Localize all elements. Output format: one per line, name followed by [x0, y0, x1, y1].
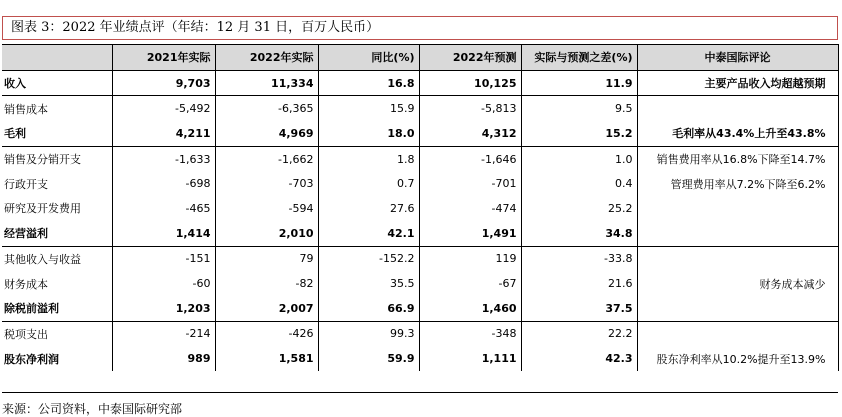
cell-2022-actual: 79	[215, 246, 318, 271]
table-row	[2, 196, 838, 221]
cell-comment: 主要产品收入均超越预期	[637, 70, 838, 96]
cell-comment: 财务成本减少	[637, 271, 838, 296]
cell-2022-actual: 2,007	[215, 296, 318, 321]
cell-2022-forecast: -5,813	[419, 96, 521, 121]
cell-2021-actual: -151	[112, 246, 215, 271]
cell-comment	[637, 96, 838, 121]
cell-2022-forecast: 1,111	[419, 346, 521, 371]
cell-2021-actual: 4,211	[112, 121, 215, 146]
cell-yoy: 0.7	[318, 171, 419, 196]
row-label: 研究及开发费用	[4, 202, 81, 216]
cell-2022-actual: -703	[215, 171, 318, 196]
cell-2021-actual: 1,203	[112, 296, 215, 321]
row-label: 销售成本	[4, 102, 48, 116]
cell-diff: 22.2	[521, 321, 637, 346]
cell-2022-forecast: -1,646	[419, 146, 521, 171]
table-row	[2, 70, 838, 96]
cell-2022-actual: 2,010	[215, 221, 318, 246]
cell-diff: 1.0	[521, 146, 637, 171]
cell-diff: 0.4	[521, 171, 637, 196]
table-row	[2, 146, 838, 171]
cell-2022-forecast: 1,491	[419, 221, 521, 246]
cell-2021-actual: -214	[112, 321, 215, 346]
cell-yoy: 27.6	[318, 196, 419, 221]
row-label: 经营溢利	[2, 221, 112, 246]
cell-comment: 销售费用率从16.8%下降至14.7%	[637, 146, 838, 171]
cell-yoy: 66.9	[318, 296, 419, 321]
cell-diff: 11.9	[521, 70, 637, 96]
table-row	[2, 221, 838, 246]
cell-comment: 股东净利率从10.2%提升至13.9%	[637, 346, 838, 371]
cell-diff: 37.5	[521, 296, 637, 321]
header-comment: 中泰国际评论	[637, 45, 838, 71]
cell-2021-actual: 9,703	[112, 70, 215, 96]
row-label: 其他收入与收益	[4, 252, 81, 266]
table-row	[2, 96, 838, 121]
table-row	[2, 121, 838, 146]
cell-2022-forecast: -474	[419, 196, 521, 221]
cell-diff: 34.8	[521, 221, 637, 246]
cell-2022-actual: 11,334	[215, 70, 318, 96]
table-header-row	[2, 45, 838, 71]
cell-2021-actual: -698	[112, 171, 215, 196]
cell-diff: 21.6	[521, 271, 637, 296]
financial-results-table	[2, 44, 839, 371]
cell-diff: 25.2	[521, 196, 637, 221]
cell-yoy: 42.1	[318, 221, 419, 246]
cell-comment	[637, 296, 838, 321]
cell-yoy: 59.9	[318, 346, 419, 371]
cell-2021-actual: -1,633	[112, 146, 215, 171]
cell-yoy: 15.9	[318, 96, 419, 121]
row-label: 股东净利润	[4, 352, 59, 366]
cell-comment	[637, 321, 838, 346]
header-2022-forecast: 2022年预测	[419, 45, 521, 71]
cell-2022-forecast: 119	[419, 246, 521, 271]
cell-2021-actual: -5,492	[112, 96, 215, 121]
cell-2022-actual: -6,365	[215, 96, 318, 121]
cell-comment: 管理费用率从7.2%下降至6.2%	[637, 171, 838, 196]
header-diff: 实际与预测之差(%)	[521, 45, 637, 71]
cell-2021-actual: 989	[112, 346, 215, 371]
cell-2022-actual: -594	[215, 196, 318, 221]
cell-comment	[637, 221, 838, 246]
cell-yoy: -152.2	[318, 246, 419, 271]
header-2022-actual: 2022年实际	[215, 45, 318, 71]
cell-2021-actual: -465	[112, 196, 215, 221]
cell-2022-actual: 1,581	[215, 346, 318, 371]
cell-diff: 9.5	[521, 96, 637, 121]
header-yoy: 同比(%)	[318, 45, 419, 71]
cell-2022-actual: -426	[215, 321, 318, 346]
table-row	[2, 346, 838, 371]
table-row	[2, 321, 838, 346]
row-label: 税项支出	[4, 327, 48, 341]
table-row	[2, 271, 838, 296]
row-label: 收入	[2, 70, 112, 96]
header-item	[2, 45, 112, 71]
cell-2021-actual: 1,414	[112, 221, 215, 246]
cell-2022-actual: -1,662	[215, 146, 318, 171]
row-label: 毛利	[2, 121, 112, 146]
figure-title: 图表 3：2022 年业绩点评（年结：12 月 31 日，百万人民币）	[2, 16, 838, 40]
cell-comment	[637, 246, 838, 271]
cell-yoy: 99.3	[318, 321, 419, 346]
row-label: 财务成本	[4, 277, 48, 291]
cell-diff: -33.8	[521, 246, 637, 271]
cell-yoy: 16.8	[318, 70, 419, 96]
cell-2022-forecast: 1,460	[419, 296, 521, 321]
cell-diff: 42.3	[521, 346, 637, 371]
table-row	[2, 171, 838, 196]
table-row	[2, 296, 838, 321]
table-row	[2, 246, 838, 271]
cell-2022-forecast: 10,125	[419, 70, 521, 96]
cell-yoy: 18.0	[318, 121, 419, 146]
row-label: 除税前溢利	[2, 296, 112, 321]
cell-yoy: 1.8	[318, 146, 419, 171]
source-note: 来源：公司资料，中泰国际研究部	[2, 392, 838, 417]
cell-2022-forecast: -701	[419, 171, 521, 196]
cell-2022-actual: 4,969	[215, 121, 318, 146]
row-label: 行政开支	[4, 177, 48, 191]
cell-comment: 毛利率从43.4%上升至43.8%	[637, 121, 838, 146]
cell-2022-forecast: -348	[419, 321, 521, 346]
cell-yoy: 35.5	[318, 271, 419, 296]
cell-2021-actual: -60	[112, 271, 215, 296]
header-2021-actual: 2021年实际	[112, 45, 215, 71]
cell-2022-actual: -82	[215, 271, 318, 296]
cell-2022-forecast: 4,312	[419, 121, 521, 146]
cell-diff: 15.2	[521, 121, 637, 146]
cell-2022-forecast: -67	[419, 271, 521, 296]
cell-comment	[637, 196, 838, 221]
row-label: 销售及分销开支	[4, 153, 81, 167]
